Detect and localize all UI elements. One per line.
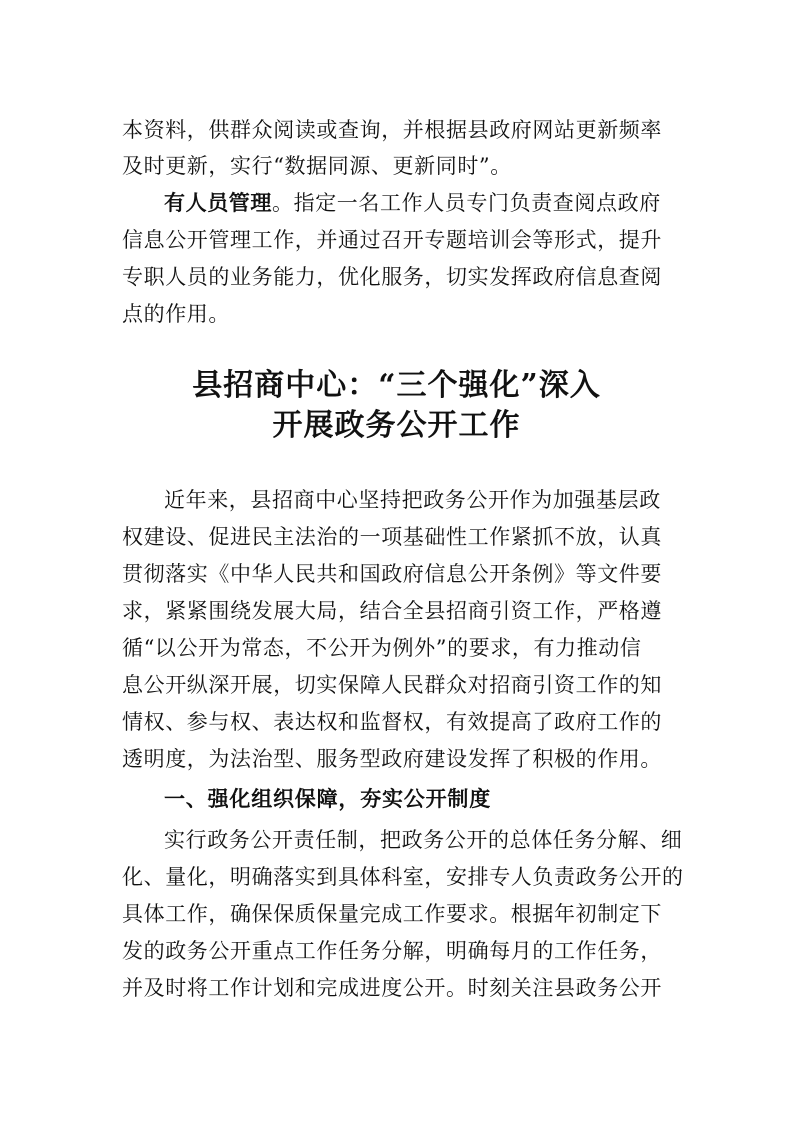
article-title-line-1: 县招商中心：“三个强化”深入 xyxy=(192,368,601,403)
paragraph-line: 求，紧紧围绕发展大局，结合全县招商引资工作，严格遵 xyxy=(122,599,662,623)
paragraph-line: 实行政务公开责任制，把政务公开的总体任务分解、细 xyxy=(164,828,683,852)
paragraph-lead-phrase: 有人员管理 xyxy=(164,191,272,215)
paragraph-line: 专职人员的业务能力，优化服务，切实发挥政府信息查阅 xyxy=(122,265,662,289)
paragraph-line: 贯彻落实《中华人民共和国政府信息公开条例》等文件要 xyxy=(122,562,662,586)
article-title-line-2: 开展政务公开工作 xyxy=(272,408,521,443)
paragraph-line: 并及时将工作计划和完成进度公开。时刻关注县政务公开 xyxy=(122,976,662,1000)
paragraph-line: 具体工作，确保保质保量完成工作要求。根据年初制定下 xyxy=(122,902,662,926)
paragraph-line: 发的政务公开重点工作任务分解，明确每月的工作任务， xyxy=(122,939,662,963)
paragraph-line: 本资料，供群众阅读或查询，并根据县政府网站更新频率 xyxy=(122,118,662,142)
paragraph-line: 息公开纵深开展，切实保障人民群众对招商引资工作的知 xyxy=(122,673,662,697)
paragraph-line: 近年来，县招商中心坚持把政务公开作为加强基层政 xyxy=(164,488,661,512)
paragraph-line: 情权、参与权、表达权和监督权，有效提高了政府工作的 xyxy=(122,710,662,734)
paragraph-line: 及时更新，实行“数据同源、更新同时”。 xyxy=(122,154,512,178)
paragraph-line: 信息公开管理工作，并通过召开专题培训会等形式，提升 xyxy=(122,228,662,252)
paragraph-line: 透明度，为法治型、服务型政府建设发挥了积极的作用。 xyxy=(122,747,662,771)
paragraph-line: 化、量化，明确落实到具体科室，安排专人负责政务公开的 xyxy=(122,865,684,889)
section-heading: 一、强化组织保障，夯实公开制度 xyxy=(164,787,491,811)
paragraph-line: 循“以公开为常态，不公开为例外”的要求，有力推动信 xyxy=(122,636,642,660)
paragraph-line: 权建设、促进民主法治的一项基础性工作紧抓不放，认真 xyxy=(122,525,662,549)
staff-paragraph-first-line xyxy=(164,185,682,221)
paragraph-line: 点的作用。 xyxy=(122,302,230,326)
paragraph-text: 。指定一名工作人员专门负责查阅点政府 xyxy=(272,191,661,215)
